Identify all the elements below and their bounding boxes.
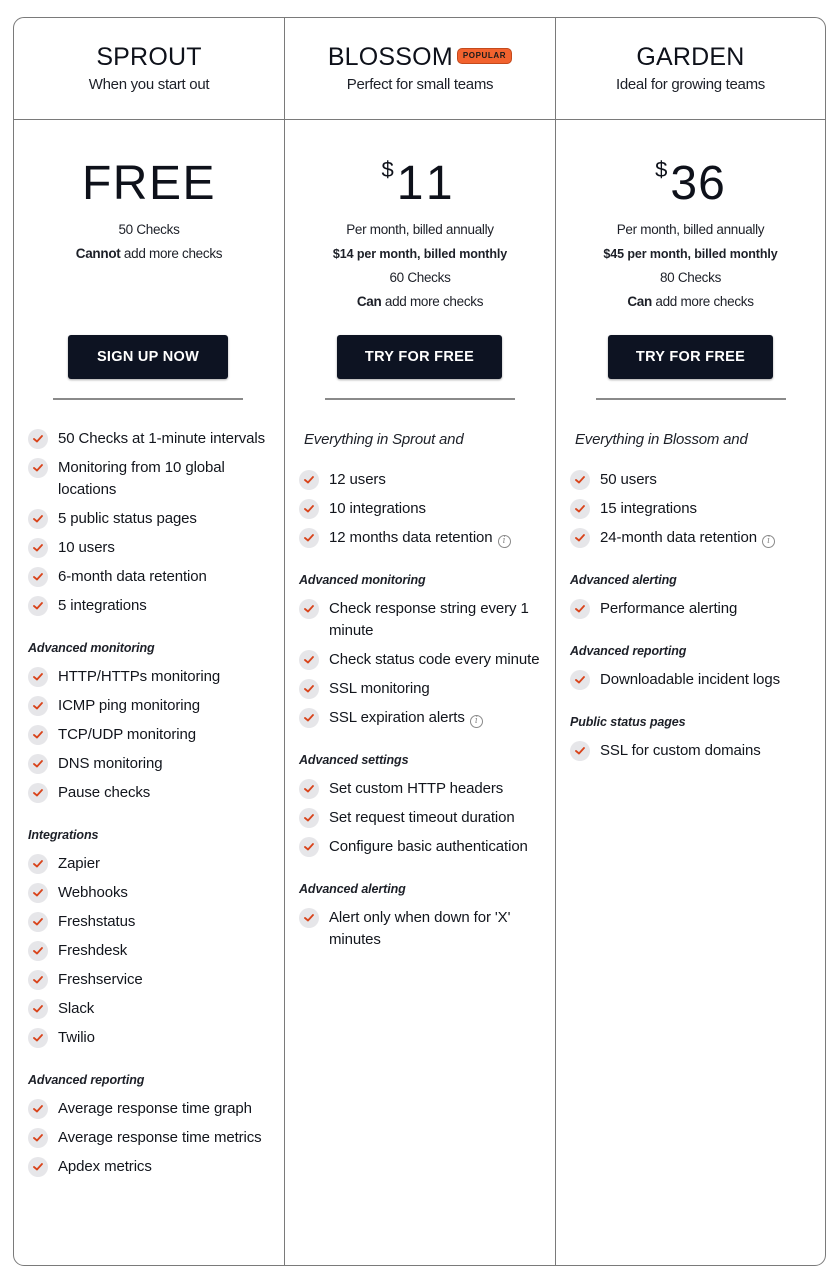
feature-item: Configure basic authentication	[299, 836, 547, 858]
feature-item: 24-month data retention i	[570, 527, 817, 549]
plan-column-blossom	[285, 18, 556, 1265]
check-icon	[299, 528, 319, 548]
feature-item: Webhooks	[28, 882, 276, 904]
feature-item: 6-month data retention	[28, 566, 276, 588]
feature-item: Set custom HTTP headers	[299, 778, 547, 800]
feature-item: Average response time graph	[28, 1098, 276, 1120]
feature-section	[299, 753, 547, 858]
feature-item: SSL monitoring	[299, 678, 547, 700]
sign-up-now-button[interactable]: SIGN UP NOW	[68, 335, 228, 379]
plan-column-garden	[556, 18, 825, 1265]
plan-price	[285, 154, 555, 214]
check-icon	[28, 970, 48, 990]
try-for-free-button[interactable]: TRY FOR FREE	[337, 335, 502, 379]
info-icon[interactable]: i	[470, 715, 483, 728]
pricing-table	[13, 17, 826, 1266]
check-icon	[28, 538, 48, 558]
feature-item: 10 users	[28, 537, 276, 559]
section-title: Advanced monitoring	[28, 641, 155, 655]
section-title: Advanced alerting	[299, 882, 406, 896]
section-title: Advanced reporting	[570, 644, 687, 658]
check-icon	[28, 754, 48, 774]
feature-item: ICMP ping monitoring	[28, 695, 276, 717]
check-icon	[28, 783, 48, 803]
check-icon	[28, 725, 48, 745]
plan-name: BLOSSOM	[327, 43, 453, 71]
feature-item: 5 public status pages	[28, 508, 276, 530]
plan-header	[285, 18, 555, 120]
section-title: Advanced monitoring	[299, 573, 426, 587]
feature-item: Freshstatus	[28, 911, 276, 933]
check-icon	[28, 854, 48, 874]
add-checks-bold: Can	[627, 294, 652, 309]
check-icon	[570, 741, 590, 761]
feature-section	[28, 1073, 276, 1178]
feature-section	[299, 882, 547, 951]
billing-annual: Per month, billed annually	[616, 222, 765, 237]
feature-item: SSL for custom domains	[570, 740, 817, 762]
add-checks-bold: Cannot	[75, 246, 121, 261]
check-icon	[299, 708, 319, 728]
feature-item: Monitoring from 10 global locations	[28, 457, 276, 501]
check-icon	[28, 696, 48, 716]
add-checks-rest: add more checks	[120, 246, 223, 261]
feature-item: Apdex metrics	[28, 1156, 276, 1178]
check-icon	[299, 650, 319, 670]
check-icon	[28, 912, 48, 932]
check-icon	[570, 528, 590, 548]
feature-item: DNS monitoring	[28, 753, 276, 775]
check-icon	[299, 499, 319, 519]
currency-symbol: $	[381, 157, 395, 182]
feature-item: TCP/UDP monitoring	[28, 724, 276, 746]
add-checks-note	[14, 242, 284, 266]
check-icon	[299, 779, 319, 799]
feature-section	[570, 573, 817, 620]
check-icon	[299, 908, 319, 928]
feature-item: 5 integrations	[28, 595, 276, 617]
feature-item: 12 users	[299, 469, 547, 491]
check-icon	[28, 509, 48, 529]
price-area	[285, 154, 555, 314]
currency-symbol: $	[655, 157, 669, 182]
check-icon	[28, 567, 48, 587]
plan-name-row	[328, 43, 512, 71]
plan-name: GARDEN	[636, 43, 745, 71]
check-icon	[299, 679, 319, 699]
billing-annual: Per month, billed annually	[346, 222, 494, 237]
plan-header	[556, 18, 825, 120]
check-icon	[28, 1157, 48, 1177]
check-icon	[28, 429, 48, 449]
feature-section	[28, 641, 276, 804]
plan-tagline: When you start out	[88, 76, 210, 93]
feature-item: Twilio	[28, 1027, 276, 1049]
divider	[53, 398, 243, 400]
check-icon	[570, 470, 590, 490]
check-icon	[299, 837, 319, 857]
section-title: Integrations	[28, 828, 99, 842]
check-icon	[299, 808, 319, 828]
checks-count: 80 Checks	[659, 270, 722, 285]
check-icon	[28, 999, 48, 1019]
feature-item: 12 months data retention i	[299, 527, 547, 549]
feature-item: Pause checks	[28, 782, 276, 804]
price-amount: 11	[396, 157, 459, 210]
plan-column-sprout	[14, 18, 285, 1265]
feature-section	[28, 428, 276, 617]
feature-item: SSL expiration alerts i	[299, 707, 547, 729]
feature-section	[299, 469, 547, 549]
feature-list	[28, 428, 276, 1185]
check-icon	[570, 599, 590, 619]
add-checks-rest: add more checks	[381, 294, 484, 309]
plan-intro: Everything in Sprout and	[304, 431, 464, 448]
feature-item: Freshservice	[28, 969, 276, 991]
section-title: Public status pages	[570, 715, 686, 729]
section-title: Advanced alerting	[570, 573, 677, 587]
feature-list	[299, 428, 547, 958]
check-icon	[28, 596, 48, 616]
feature-item: Freshdesk	[28, 940, 276, 962]
feature-item: Zapier	[28, 853, 276, 875]
feature-list	[570, 428, 817, 769]
plan-intro: Everything in Blossom and	[575, 431, 748, 448]
check-icon	[570, 499, 590, 519]
plan-tagline: Ideal for growing teams	[615, 76, 765, 93]
check-icon	[28, 458, 48, 478]
feature-item: Check response string every 1 minute	[299, 598, 547, 642]
plan-header	[14, 18, 284, 120]
feature-item: 15 integrations	[570, 498, 817, 520]
plan-name: SPROUT	[96, 43, 202, 71]
info-icon[interactable]: i	[762, 535, 775, 548]
check-icon	[299, 470, 319, 490]
feature-item: 50 Checks at 1-minute intervals	[28, 428, 276, 450]
try-for-free-button[interactable]: TRY FOR FREE	[608, 335, 773, 379]
divider	[325, 398, 515, 400]
billing-monthly: $45 per month, billed monthly	[603, 247, 778, 261]
feature-section	[570, 469, 817, 549]
price-amount: 36	[670, 157, 726, 210]
add-checks-note	[556, 290, 825, 314]
feature-item: Alert only when down for 'X' minutes	[299, 907, 547, 951]
feature-section	[570, 715, 817, 762]
check-icon	[299, 599, 319, 619]
plan-price: FREE	[81, 157, 216, 210]
price-area	[556, 154, 825, 314]
feature-section	[299, 573, 547, 729]
info-icon[interactable]: i	[498, 535, 511, 548]
price-area	[14, 154, 284, 266]
add-checks-bold: Can	[356, 294, 382, 309]
feature-item: 10 integrations	[299, 498, 547, 520]
feature-section	[570, 644, 817, 691]
divider	[596, 398, 786, 400]
feature-item: 50 users	[570, 469, 817, 491]
section-title: Advanced settings	[299, 753, 409, 767]
check-icon	[28, 1128, 48, 1148]
check-icon	[28, 1099, 48, 1119]
checks-count: 60 Checks	[389, 270, 451, 285]
check-icon	[28, 941, 48, 961]
feature-item: Set request timeout duration	[299, 807, 547, 829]
plan-price	[556, 154, 825, 214]
feature-item: HTTP/HTTPs monitoring	[28, 666, 276, 688]
feature-section	[28, 828, 276, 1049]
feature-item: Check status code every minute	[299, 649, 547, 671]
check-icon	[28, 667, 48, 687]
check-icon	[28, 1028, 48, 1048]
plan-tagline: Perfect for small teams	[346, 76, 494, 93]
feature-item: Downloadable incident logs	[570, 669, 817, 691]
checks-count: 50 Checks	[118, 222, 180, 237]
add-checks-note	[285, 290, 555, 314]
check-icon	[570, 670, 590, 690]
billing-monthly: $14 per month, billed monthly	[332, 247, 508, 261]
popular-badge: POPULAR	[457, 48, 512, 64]
feature-item: Average response time metrics	[28, 1127, 276, 1149]
feature-item: Performance alerting	[570, 598, 817, 620]
feature-item: Slack	[28, 998, 276, 1020]
check-icon	[28, 883, 48, 903]
section-title: Advanced reporting	[28, 1073, 145, 1087]
add-checks-rest: add more checks	[651, 294, 754, 309]
